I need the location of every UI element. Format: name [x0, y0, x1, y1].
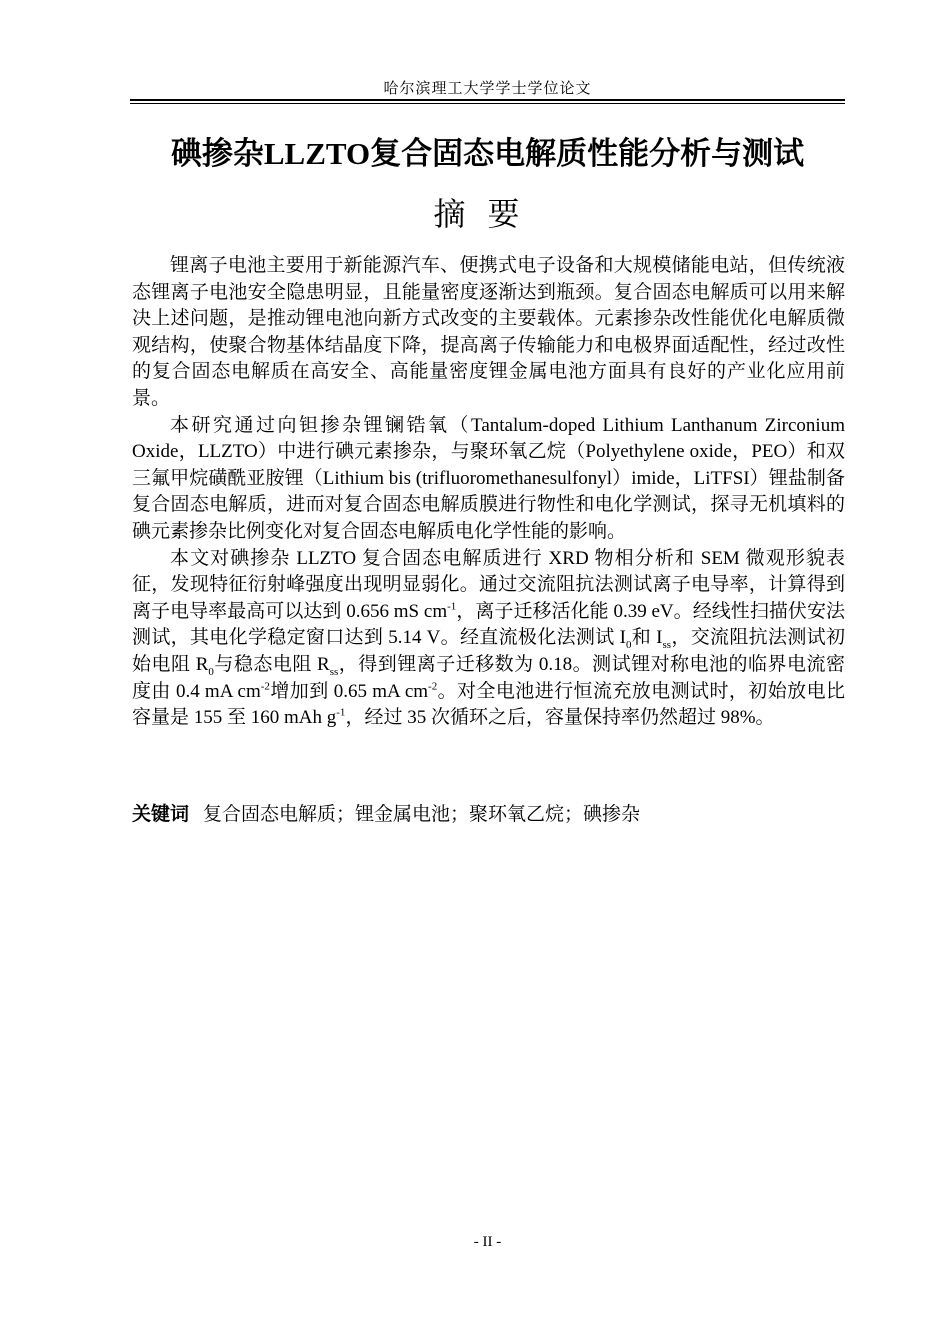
- p3-superscript: -1: [336, 706, 346, 719]
- p3-superscript: -2: [260, 680, 270, 693]
- title-part-3: 复合固态电解质性能分析与测试: [370, 136, 805, 172]
- title-part-1: 碘掺杂: [170, 136, 264, 172]
- header-rule-thick: [130, 99, 845, 101]
- p3-segment: 。对全电池进行恒流充放电测试时，初始放电比容量是 155 至 160 mAh g: [132, 680, 845, 729]
- running-header: 哈尔滨理工大学学士学位论文: [383, 81, 592, 97]
- abstract-body: [132, 253, 845, 732]
- p3-segment: 和 I: [631, 627, 663, 649]
- keywords-value: 复合固态电解质；锂金属电池；聚环氧乙烷；碘掺杂: [203, 804, 641, 825]
- p3-subscript: 0: [625, 639, 632, 652]
- abstract-paragraph-3: [132, 546, 845, 732]
- keywords-label: 关键词: [132, 803, 190, 825]
- p3-subscript: ss: [329, 665, 339, 678]
- p3-segment: 与稳态电阻 R: [213, 653, 330, 675]
- p3-segment: 本文对碘掺杂 LLZTO 复合固态电解质进行 XRD 物相分析和 SEM 微观形貌表征，发现特征衍射峰强度出现明显弱化。通过交流阻抗法测试离子电导率，计算得到离子电导率最高可以达到 0.656 mS cm: [132, 547, 845, 622]
- keywords: [132, 800, 845, 829]
- p3-segment: ，得到锂离子迁移数为 0.18。测试锂对称电池的临界电流密度由 0.4 mA cm: [132, 653, 845, 702]
- abstract-heading: 摘要: [433, 195, 542, 233]
- title-part-2: LLZTO: [263, 136, 371, 171]
- abstract-paragraph-2: 本研究通过向钽掺杂锂镧锆氧（Tantalum-doped Lithium Lanthanum Zirconium Oxide，LLZTO）中进行碘元素掺杂，与聚环氧乙烷（Polyethylene oxide，PEO）和双三氟甲烷磺酰亚胺锂（Lithium bis (trifluoromethanesulfonyl）imide，LiTFSI）锂盐制备复合固态电解质，进而对复合固态电解质膜进行物性和电化学测试，探寻无机填料的碘元素掺杂比例变化对复合固态电解质电化学性能的影响。: [132, 414, 845, 542]
- p3-subscript: ss: [662, 639, 672, 652]
- p3-segment: ，离子迁移活化能 0.39 eV。经线性扫描伏安法测试，其电化学稳定窗口达到 5.14 V。经直流极化法测试 I: [132, 600, 846, 649]
- page-number: - II -: [473, 1234, 502, 1250]
- p3-segment: ，交流阻抗法测试初始电阻 R: [132, 627, 845, 675]
- document-title: [100, 132, 875, 176]
- p3-superscript: -1: [447, 600, 457, 613]
- abstract-paragraph-1: 锂离子电池主要用于新能源汽车、便携式电子设备和大规模储能电站，但传统液态锂离子电池安全隐患明显，且能量密度逐渐达到瓶颈。复合固态电解质可以用来解决上述问题，是推动锂电池向新方式改变的主要载体。元素掺杂改性能优化电解质微观结构，使聚合物基体结晶度下降，提高离子传输能力和电极界面适配性，经过改性的复合固态电解质在高安全、高能量密度锂金属电池方面具有良好的产业化应用前景。: [132, 255, 845, 409]
- p3-segment: 增加到 0.65 mA cm: [269, 680, 429, 702]
- p3-segment: ，经过 35 次循环之后，容量保持率仍然超过 98%。: [345, 707, 775, 729]
- p3-superscript: -2: [428, 680, 438, 693]
- p3-subscript: 0: [208, 665, 214, 678]
- header-rule-thin: [130, 103, 845, 104]
